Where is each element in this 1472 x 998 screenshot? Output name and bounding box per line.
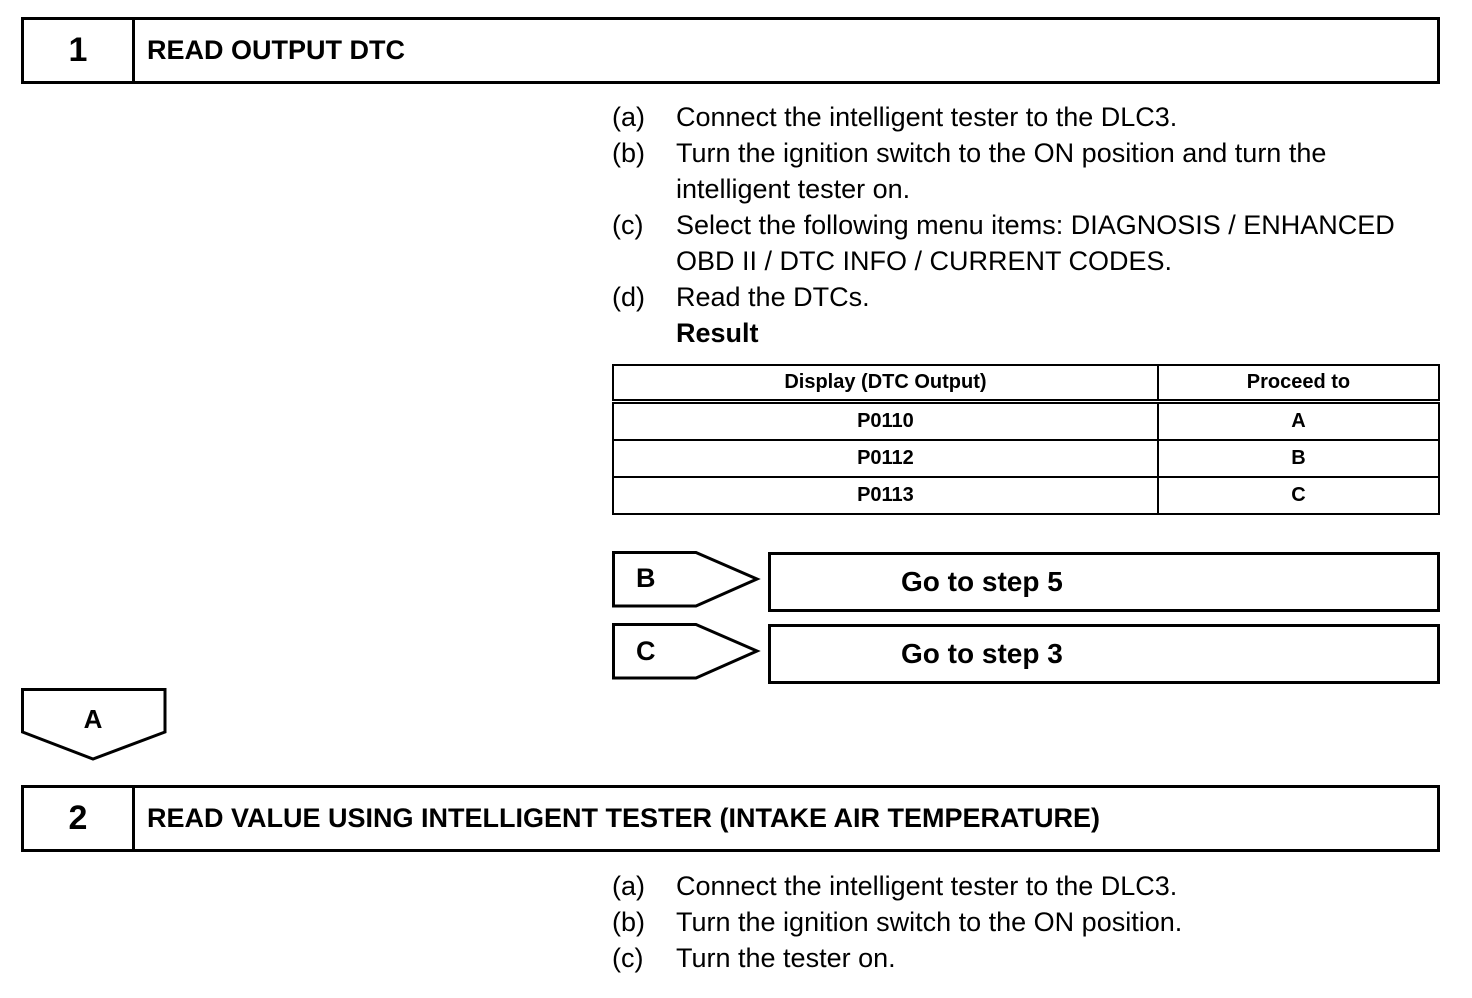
instruction-label: (d): [612, 282, 645, 312]
result-table: [612, 364, 1440, 515]
instruction-label: (c): [612, 210, 644, 240]
step-1-header: [21, 17, 1440, 84]
instruction-item: [612, 904, 1442, 940]
proceed-cell: C: [1158, 477, 1439, 514]
result-label: Result: [676, 318, 759, 348]
instruction-item: [612, 279, 1442, 315]
continue-a-label: A: [83, 704, 103, 734]
branch-b-action: Go to step 5: [768, 552, 1440, 612]
step-2-instructions: [612, 868, 1442, 976]
instruction-label: (b): [612, 907, 645, 937]
instruction-text: Turn the tester on.: [676, 943, 896, 973]
instruction-item: [612, 135, 1442, 207]
instruction-label: (a): [612, 871, 645, 901]
proceed-cell: A: [1158, 402, 1439, 441]
branch-c-label: C: [636, 636, 656, 666]
instruction-text: Select the following menu items: DIAGNOSIS / ENHANCED OBD II / DTC INFO / CURRENT CODES.: [676, 210, 1395, 276]
instruction-text: Connect the intelligent tester to the DLC3.: [676, 871, 1178, 901]
instruction-item: [612, 99, 1442, 135]
branch-c-action: Go to step 3: [768, 624, 1440, 684]
instruction-label: (b): [612, 138, 645, 168]
table-row: [613, 477, 1439, 514]
step-2-header: [21, 785, 1440, 852]
step-2-number: 2: [24, 788, 135, 849]
instruction-item: [612, 868, 1442, 904]
dtc-code-cell: P0112: [613, 440, 1158, 477]
table-row: [613, 402, 1439, 441]
instruction-text: Read the DTCs.: [676, 282, 870, 312]
instruction-text: Turn the ignition switch to the ON position and turn the intelligent tester on.: [676, 138, 1327, 204]
step-1-title: READ OUTPUT DTC: [147, 35, 405, 65]
branch-b-label: B: [636, 563, 656, 593]
dtc-code-cell: P0113: [613, 477, 1158, 514]
instruction-item: [612, 940, 1442, 976]
dtc-code-cell: P0110: [613, 402, 1158, 441]
column-header-proceed: Proceed to: [1158, 365, 1439, 402]
continue-a-tag: [21, 688, 169, 762]
step-1-number: 1: [24, 20, 135, 81]
instruction-text: Turn the ignition switch to the ON position.: [676, 907, 1183, 937]
step-1-instructions: [612, 99, 1442, 351]
step-2-title: READ VALUE USING INTELLIGENT TESTER (INTAKE AIR TEMPERATURE): [147, 803, 1101, 833]
instruction-item: [612, 207, 1442, 279]
branch-c-tag: [612, 623, 762, 681]
instruction-label: (a): [612, 102, 645, 132]
column-header-display: Display (DTC Output): [613, 365, 1158, 402]
branch-b-tag: [612, 551, 762, 609]
instruction-text: Connect the intelligent tester to the DLC3.: [676, 102, 1178, 132]
table-row: [613, 440, 1439, 477]
instruction-label: (c): [612, 943, 644, 973]
table-header-row: [613, 365, 1439, 402]
proceed-cell: B: [1158, 440, 1439, 477]
